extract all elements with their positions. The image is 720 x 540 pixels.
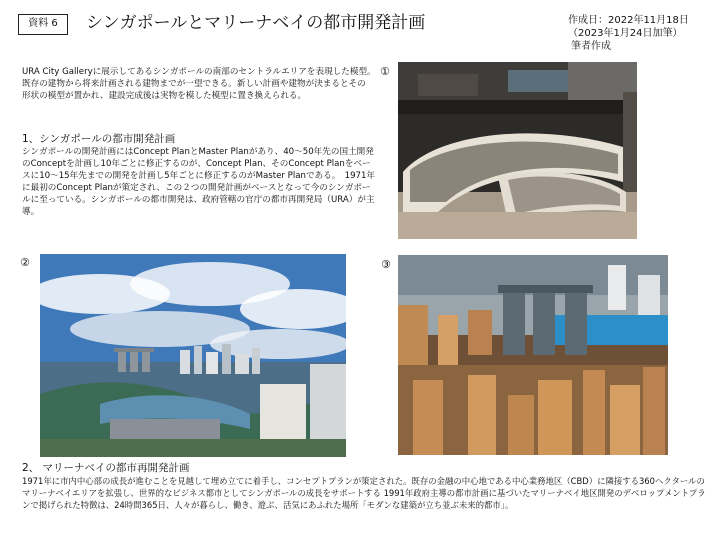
section2-body: 1971年に市内中心部の成長が進むことを見越して埋め立てに着手し、コンセプトプランが策定された。既存の金融の中心地である中心業務地区（CBD）に隣接する360ヘクタールのマリーナベイエリアを拡張し、世界的なビジネス都市としてシンガポールの成長をサポートする 1991年政府主導の都市計画に基づいたマリーナベイ地区開発のデベロップメントプランで掲げられた特徴は、24時間365日、人々が暮らし、働き、遊ぶ、活気にあふれた場所「モダンな建築が立ち並ぶ未来的都市」。 bbox=[22, 476, 706, 510]
document-meta bbox=[568, 14, 689, 53]
figure-number-2: ② bbox=[20, 256, 30, 269]
document-label: 資料 6 bbox=[18, 14, 68, 35]
page-title: シンガポールとマリーナベイの都市開発計画 bbox=[86, 13, 426, 33]
created-date: 作成日：2022年11月18日 bbox=[568, 15, 689, 26]
revised-date: （2023年1月24日加筆） bbox=[568, 28, 683, 39]
marina-bay-panorama-photo bbox=[40, 254, 346, 457]
gallery-model-photo bbox=[398, 62, 637, 239]
section1-body: シンガポールの開発計画にはConcept PlanとMaster Planがあり、40～50年先の国土開発のConceptを計画し10年ごとに修正するのが、Concept Plan、そのConcept Planをベースに10～15年先までの開発を計画し5年ごとに修正するのがMaster Planである。 1971年に最初のConcept Planが策定され、この２つの開発計画がベースとなって今のシンガポールに至っている。シンガポールの都市開発は、政府管轄の官庁の都市再開発局（URA）が主導。 bbox=[22, 147, 376, 217]
figure-number-3: ③ bbox=[381, 258, 391, 271]
marina-bay-model-photo bbox=[398, 255, 668, 455]
author-note: 筆者作成 bbox=[571, 41, 611, 52]
section1-heading: 1、シンガポールの都市開発計画 bbox=[22, 133, 176, 145]
section2-heading: 2、 マリーナベイの都市再開発計画 bbox=[22, 462, 190, 474]
figure-number-1: ① bbox=[380, 65, 390, 78]
intro-paragraph: URA City Galleryに展示してあるシンガポールの南部のセントラルエリアを表現した模型。 既存の建物から将来計画される建物までが一望できる。新しい計画や建物が決まるとその形状の模型が置かれ、建設完成後は実物を模した模型に置き換えられる。 bbox=[22, 67, 380, 101]
